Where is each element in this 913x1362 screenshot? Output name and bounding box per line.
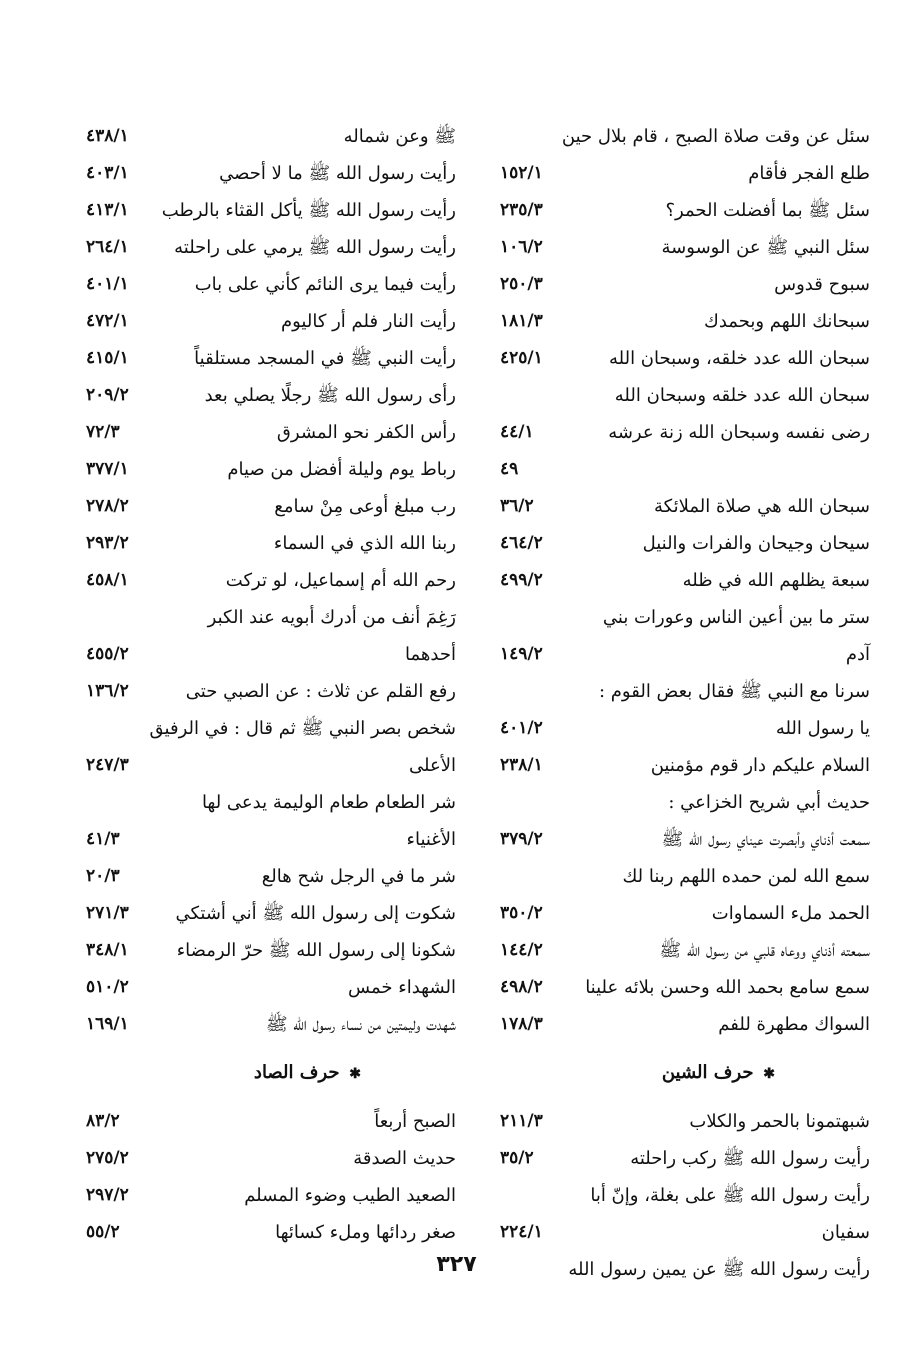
volume-page-ref: ٤٤/١ [500,422,534,442]
right-index-column [500,118,870,1288]
index-entry [500,932,870,969]
hadith-incipit: رأيت النبي ﷺ في المسجد مستلقياً [194,348,456,369]
index-entry [86,1177,456,1214]
index-entry [86,414,456,451]
index-entry [500,710,870,747]
page-number: ٣٢٧ [436,1252,477,1277]
hadith-incipit: الحمد ملء السماوات [711,903,870,924]
index-entry [86,488,456,525]
hadith-incipit: رأيت فيما يرى النائم كأني على باب [194,274,456,295]
hadith-incipit: أحدهما [405,644,456,665]
hadith-incipit: رأى رسول الله ﷺ رجلًا يصلي بعد [204,385,456,406]
hadith-incipit: سبحان الله هي صلاة الملائكة [654,496,870,517]
hadith-incipit: سئل النبي ﷺ عن الوسوسة [661,237,870,258]
index-entry [86,1214,456,1251]
hadith-incipit: رَغِمَ أنف من أدرك أبويه عند الكبر [207,607,456,628]
hadith-incipit: رباط يوم وليلة أفضل من صيام [227,459,456,480]
volume-page-ref: ١٣٦/٢ [86,681,129,701]
volume-page-ref: ١٤٤/٢ [500,940,543,960]
hadith-incipit: رب مبلغ أوعى مِنْ سامع [274,496,456,517]
index-entry [500,821,870,858]
index-entry [500,340,870,377]
hadith-incipit: سمع الله لمن حمده اللهم ربنا لك [622,866,870,887]
hadith-incipit: شخص بصر النبي ﷺ ثم قال : في الرفيق [149,718,456,739]
index-entry [500,1006,870,1043]
index-entry [86,895,456,932]
index-entry [500,636,870,673]
hadith-incipit: شر الطعام طعام الوليمة يدعى لها [201,792,456,813]
hadith-incipit: شبهتمونا بالحمر والكلاب [689,1111,870,1132]
section-heading [86,1043,456,1103]
hadith-incipit: شكوت إلى رسول الله ﷺ أني أشتكي [175,903,456,924]
index-entry [500,673,870,710]
volume-page-ref: ٤٠١/١ [86,274,129,294]
hadith-incipit: رأيت رسول الله ﷺ ما لا أحصي [219,163,456,184]
hadith-incipit: حديث الصدقة [353,1148,456,1169]
index-entry [86,1006,456,1043]
volume-page-ref: ٢٤٧/٣ [86,755,129,775]
hadith-incipit: رفع القلم عن ثلاث : عن الصبي حتى [185,681,456,702]
hadith-incipit: الأعلى [409,755,456,776]
volume-page-ref: ٢٥٠/٣ [500,274,543,294]
index-entry [86,747,456,784]
hadith-incipit: الشهداء خمس [348,977,456,998]
index-entry [500,414,870,451]
volume-page-ref: ٤٠١/٢ [500,718,543,738]
hadith-incipit: الصبح أربعاً [374,1111,456,1132]
volume-page-ref: ٢٦٤/١ [86,237,129,257]
hadith-incipit: آدم [845,644,870,665]
hadith-incipit: شر ما في الرجل شح هالع [261,866,456,887]
volume-page-ref: ٣٤٨/١ [86,940,129,960]
volume-page-ref: ٤١٣/١ [86,200,129,220]
volume-page-ref: ٢٩٧/٢ [86,1185,129,1205]
index-entry [86,969,456,1006]
index-entry [86,229,456,266]
index-entry [86,1103,456,1140]
index-entry [500,192,870,229]
volume-page-ref: ١٨١/٣ [500,311,543,331]
volume-page-ref: ٢١١/٣ [500,1111,543,1131]
index-entry [86,932,456,969]
volume-page-ref: ٤٢٥/١ [500,348,543,368]
volume-page-ref: ٤٩٨/٢ [500,977,543,997]
volume-page-ref: ٢٣٥/٣ [500,200,543,220]
volume-page-ref: ٢٧١/٣ [86,903,129,923]
index-entry [500,858,870,895]
index-entry [86,784,456,821]
volume-page-ref: ١٤٩/٢ [500,644,543,664]
index-entry [500,1214,870,1251]
hadith-incipit: رأيت رسول الله ﷺ عن يمين رسول الله [568,1259,870,1280]
hadith-incipit: سبحان الله عدد خلقه، وسبحان الله [608,348,870,369]
volume-page-ref: ٢٧٨/٢ [86,496,129,516]
index-entry [86,303,456,340]
index-entry [86,562,456,599]
volume-page-ref: ٣٧٩/٢ [500,829,543,849]
volume-page-ref: ٥١٠/٢ [86,977,129,997]
hadith-incipit: سبوح قدوس [774,274,870,295]
volume-page-ref: ٢٠٩/٢ [86,385,129,405]
hadith-incipit: الصعيد الطيب وضوء المسلم [244,1185,456,1206]
left-index-column [86,118,456,1251]
volume-page-ref: ٤١/٣ [86,829,120,849]
index-entry [500,155,870,192]
index-entry [500,451,870,488]
volume-page-ref: ١٧٨/٣ [500,1014,543,1034]
volume-page-ref: ٢٣٨/١ [500,755,543,775]
hadith-incipit: ربنا الله الذي في السماء [273,533,456,554]
index-entry [500,562,870,599]
hadith-incipit: شهدت وليمتين من نساء رسول الله ﷺ [265,1014,456,1035]
index-entry [500,118,870,155]
section-heading [500,1043,870,1103]
hadith-incipit: سيحان وجيحان والفرات والنيل [642,533,870,554]
index-entry [86,858,456,895]
index-entry [500,747,870,784]
volume-page-ref: ٢٢٤/١ [500,1222,543,1242]
volume-page-ref: ٣٦/٢ [500,496,534,516]
index-entry [500,229,870,266]
index-entry [86,1140,456,1177]
index-entry [500,969,870,1006]
volume-page-ref: ٥٥/٢ [86,1222,120,1242]
hadith-incipit: سمع سامع بحمد الله وحسن بلائه علينا [585,977,870,998]
volume-page-ref: ٣٥٠/٢ [500,903,543,923]
volume-page-ref: ٧٢/٣ [86,422,120,442]
hadith-incipit: يا رسول الله [775,718,870,739]
hadith-incipit: شكونا إلى رسول الله ﷺ حرّ الرمضاء [176,940,456,961]
hadith-incipit: رأيت رسول الله ﷺ يأكل القثاء بالرطب [161,200,456,221]
hadith-incipit: طلع الفجر فأقام [748,163,870,184]
index-entry [500,599,870,636]
section-heading-text: ✱ حرف الصاد [254,1043,361,1104]
index-entry [86,451,456,488]
index-entry [500,1177,870,1214]
volume-page-ref: ٢٠/٣ [86,866,120,886]
index-entry [86,821,456,858]
hadith-incipit: السلام عليكم دار قوم مؤمنين [650,755,870,776]
volume-page-ref: ٣٧٧/١ [86,459,129,479]
volume-page-ref: ٣٥/٢ [500,1148,534,1168]
index-entry [500,488,870,525]
hadith-incipit: سرنا مع النبي ﷺ فقال بعض القوم : [599,681,870,702]
volume-page-ref: ٤٥٨/١ [86,570,129,590]
volume-page-ref: ٤٩ [500,459,519,479]
volume-page-ref: ٢٩٣/٢ [86,533,129,553]
volume-page-ref: ١٥٢/١ [500,163,543,183]
hadith-incipit: سبحان الله عدد خلقه وسبحان الله [614,385,870,406]
hadith-incipit: رأيت النار فلم أر كاليوم [280,311,456,332]
index-entry [86,710,456,747]
volume-page-ref: ٤٥٥/٢ [86,644,129,664]
index-entry [500,1140,870,1177]
hadith-incipit: حديث أبي شريح الخزاعي : [668,792,870,813]
hadith-incipit: سئل ﷺ بما أفضلت الحمر؟ [665,200,870,221]
hadith-incipit: صغر ردائها وملء كسائها [275,1222,456,1243]
index-entry [86,340,456,377]
index-entry [86,377,456,414]
hadith-incipit: رأس الكفر نحو المشرق [276,422,456,443]
volume-page-ref: ٤٠٣/١ [86,163,129,183]
hadith-incipit: سمعت أذناي وأبصرت عيناي رسول الله ﷺ [661,829,870,850]
section-heading-text: ✱ حرف الشين [662,1043,775,1104]
index-entry [86,155,456,192]
index-entry [500,784,870,821]
index-entry [500,1103,870,1140]
volume-page-ref: ١٠٦/٢ [500,237,543,257]
index-entry [86,525,456,562]
hadith-incipit: الأغنياء [406,829,456,850]
volume-page-ref: ٨٣/٢ [86,1111,120,1131]
index-entry [500,525,870,562]
volume-page-ref: ٤٧٢/١ [86,311,129,331]
hadith-incipit: رحم الله أم إسماعيل، لو تركت [225,570,456,591]
hadith-incipit: رأيت رسول الله ﷺ على بغلة، وإنّ أبا [590,1185,870,1206]
index-entry [86,673,456,710]
hadith-incipit: رأيت رسول الله ﷺ يرمي على راحلته [174,237,456,258]
hadith-incipit: السواك مطهرة للفم [718,1014,870,1035]
index-entry [86,599,456,636]
hadith-incipit: رضى نفسه وسبحان الله زنة عرشه [608,422,870,443]
index-entry [86,636,456,673]
hadith-incipit: سئل عن وقت صلاة الصبح ، قام بلال حين [561,126,870,147]
index-entry [86,266,456,303]
hadith-incipit: ستر ما بين أعين الناس وعورات بني [602,607,870,628]
index-entry [500,377,870,414]
volume-page-ref: ٤٣٨/١ [86,126,129,146]
hadith-incipit: ﷺ وعن شماله [343,126,456,147]
index-entry [500,266,870,303]
hadith-incipit: سفيان [821,1222,870,1243]
hadith-incipit: سبعة يظلهم الله في ظله [682,570,870,591]
index-entry [86,192,456,229]
index-entry [500,895,870,932]
volume-page-ref: ١٦٩/١ [86,1014,129,1034]
hadith-incipit: سبحانك اللهم وبحمدك [704,311,870,332]
hadith-incipit: رأيت رسول الله ﷺ ركب راحلته [630,1148,870,1169]
hadith-incipit: سمعته أذناي ووعاه قلبي من رسول الله ﷺ [659,940,870,961]
index-entry [500,303,870,340]
volume-page-ref: ٢٧٥/٢ [86,1148,129,1168]
volume-page-ref: ٤٩٩/٢ [500,570,543,590]
volume-page-ref: ٤٦٤/٢ [500,533,543,553]
index-entry [86,118,456,155]
volume-page-ref: ٤١٥/١ [86,348,129,368]
